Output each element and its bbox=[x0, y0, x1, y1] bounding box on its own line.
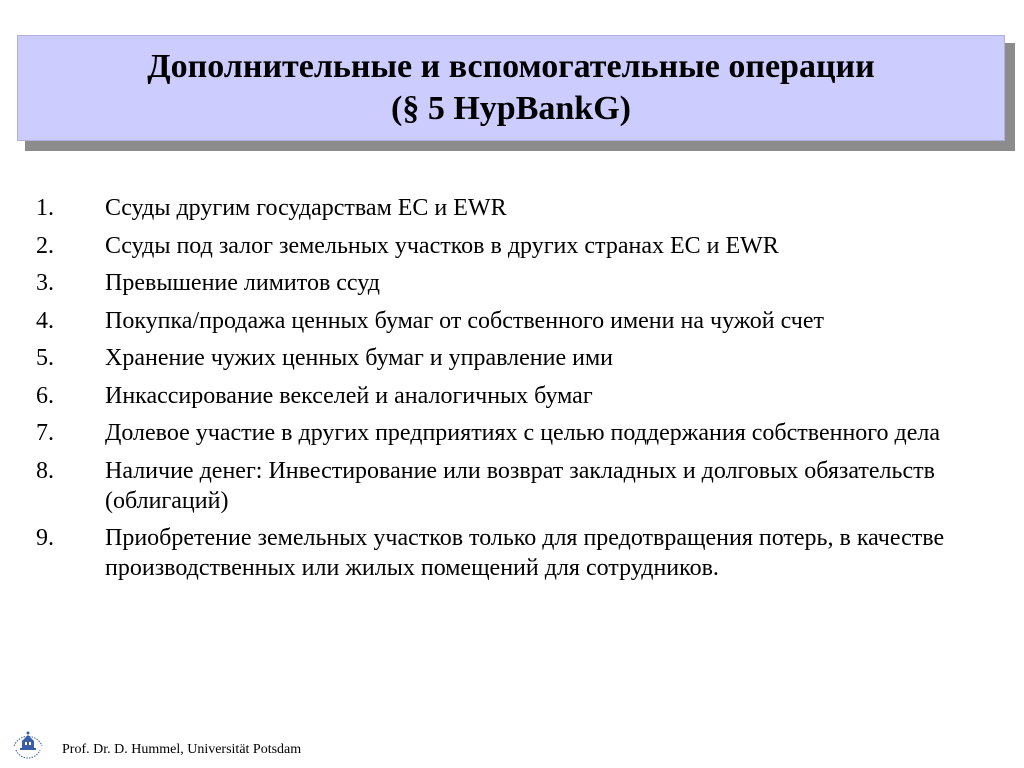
list-item-number: 3. bbox=[36, 270, 54, 296]
list-item-text: Ссуды под залог земельных участков в других странах ЕС и EWR bbox=[105, 232, 779, 259]
title-box bbox=[17, 35, 1005, 141]
list-item-text: Ссуды другим государствам ЕС и EWR bbox=[105, 195, 507, 221]
list-item bbox=[36, 418, 996, 448]
list-item-number: 4. bbox=[36, 307, 54, 334]
list-item-text: Долевое участие в других предприятиях с целью поддержания собственного дела bbox=[105, 420, 941, 446]
page-subtitle: (§ 5 HypBankG) bbox=[391, 90, 631, 127]
list-item bbox=[36, 268, 996, 298]
list-item bbox=[36, 343, 996, 373]
list-item-number: 9. bbox=[36, 525, 54, 551]
list-item-number: 8. bbox=[36, 457, 54, 484]
list-item-number: 1. bbox=[36, 195, 54, 221]
list-item-text: Инкассирование векселей и аналогичных бумаг bbox=[105, 382, 593, 409]
list-item bbox=[36, 193, 996, 223]
list-item-text: Приобретение земельных участков только для предотвращения потерь, в качестве производственных или жилых помещений для сотрудников. bbox=[105, 525, 945, 581]
university-seal-icon bbox=[8, 722, 48, 760]
list-item-number: 5. bbox=[36, 345, 54, 371]
list-item-text: Наличие денег: Инвестирование или возврат закладных и долговых обязательств (облигаций) bbox=[105, 457, 935, 514]
footer bbox=[8, 722, 301, 760]
list-item-text: Превышение лимитов ссуд bbox=[105, 270, 380, 296]
list-item-number: 6. bbox=[36, 382, 54, 409]
list-item bbox=[36, 523, 996, 583]
list-item bbox=[36, 231, 996, 261]
list-item bbox=[36, 381, 996, 411]
page-title: Дополнительные и вспомогательные операции bbox=[147, 48, 875, 85]
operations-list bbox=[36, 193, 996, 591]
footer-author: Prof. Dr. D. Hummel, Universität Potsdam bbox=[62, 742, 302, 757]
list-item-text: Хранение чужих ценных бумаг и управление ими bbox=[105, 345, 614, 371]
list-item-text: Покупка/продажа ценных бумаг от собственного имени на чужой счет bbox=[105, 307, 824, 334]
list-item bbox=[36, 306, 996, 336]
list-item-number: 7. bbox=[36, 420, 54, 446]
list-item-number: 2. bbox=[36, 232, 54, 259]
list-item bbox=[36, 456, 996, 516]
